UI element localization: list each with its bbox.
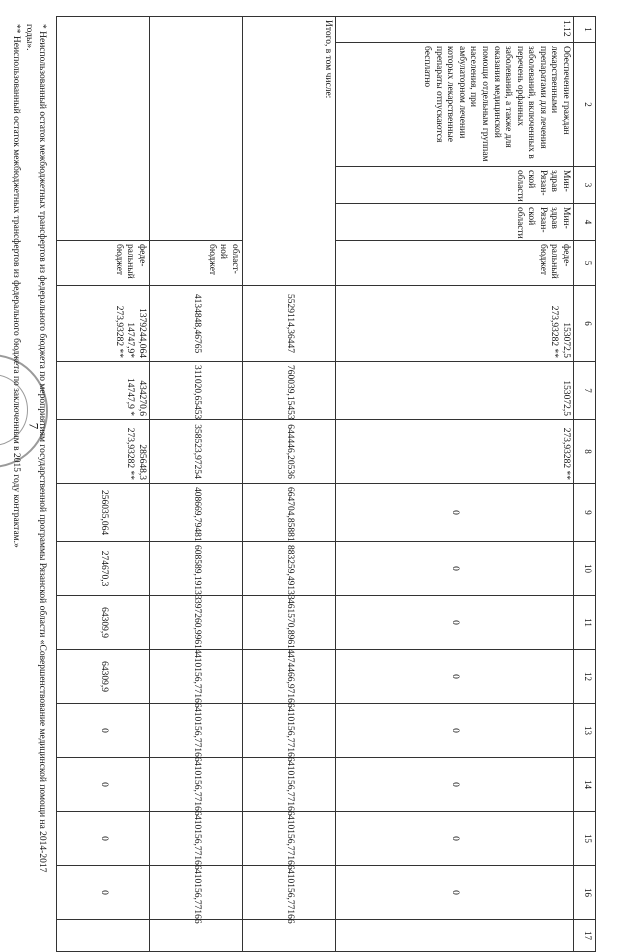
header-cell: 14	[574, 758, 596, 812]
value-cell: 644446,20536	[243, 420, 336, 484]
value-cell: 0	[336, 866, 574, 920]
value-cell: 1379244,064	[137, 308, 147, 358]
value-cell: 0	[57, 704, 150, 758]
total-label: Итого, в том числе:	[243, 17, 336, 286]
value-cell: 410156,77166	[150, 650, 243, 704]
value-cell	[243, 920, 336, 952]
table-row	[336, 17, 574, 952]
value-cell: 273,93282 **	[125, 427, 136, 480]
value-cell: 311020,65453	[150, 362, 243, 420]
value-cell	[336, 920, 574, 952]
value-cell: 256035,064	[57, 484, 150, 542]
header-cell: 2	[574, 43, 596, 167]
value-cell: 0	[57, 758, 150, 812]
table-row	[243, 17, 336, 952]
value-cell: 0	[336, 542, 574, 596]
value-cell: 358523,97254	[150, 420, 243, 484]
value-cell: 410156,77166	[243, 704, 336, 758]
footnote: ** Неиспользованный остаток межбюджетных трансфертов из федерального бюджета по заключенным в 2015 году контрактам.»	[11, 24, 22, 548]
value-cell: 397260,99614	[150, 596, 243, 650]
value-cell: 153072,5	[336, 362, 574, 420]
value-cell: 273,93282 **	[549, 305, 560, 358]
value-cell: 0	[336, 596, 574, 650]
header-cell: 15	[574, 812, 596, 866]
header-cell: 11	[574, 596, 596, 650]
coexecutor-cell: Мин-здрав Рязан-ской области	[336, 204, 574, 241]
header-cell: 6	[574, 286, 596, 362]
value-cell: 410156,77166	[243, 866, 336, 920]
value-cell: 883259,49133	[243, 542, 336, 596]
header-cell: 17	[574, 920, 596, 952]
value-cell	[57, 920, 150, 952]
value-cell: 410156,77166	[150, 812, 243, 866]
header-cell: 5	[574, 241, 596, 286]
value-cell: 0	[336, 704, 574, 758]
value-cell: 64309,9	[57, 596, 150, 650]
value-cell: 410156,77166	[150, 704, 243, 758]
budget-source: феде-ральный бюджет	[57, 241, 150, 286]
value-cell	[150, 920, 243, 952]
value-cell: 0	[336, 650, 574, 704]
header-cell: 12	[574, 650, 596, 704]
header-cell: 9	[574, 484, 596, 542]
value-cell: 285648,3	[137, 444, 147, 480]
value-cell: 410156,77166	[243, 812, 336, 866]
value-cell: 410156,77166	[243, 758, 336, 812]
value-cell: 273,93282 **	[113, 305, 124, 358]
value-cell: 0	[336, 758, 574, 812]
value-cell: 410156,77166	[150, 758, 243, 812]
executor-cell: Мин-здрав Рязан-ской области	[336, 167, 574, 204]
value-cell: 0	[336, 484, 574, 542]
value-cell: 0	[57, 866, 150, 920]
value-cell: 64309,9	[57, 650, 150, 704]
value-cell: 760039,15453	[243, 362, 336, 420]
value-cell: 461570,89614	[243, 596, 336, 650]
value-cell: 0	[57, 812, 150, 866]
value-cell: 14747,9 *	[125, 378, 136, 416]
rotated-page	[11, 16, 596, 940]
budget-source: област-ной бюджет	[150, 241, 243, 286]
value-cell: 0	[336, 812, 574, 866]
row-number: 1.12	[336, 17, 574, 43]
page-number: 7	[26, 422, 42, 430]
value-cell: 664704,85881	[243, 484, 336, 542]
header-cell: 7	[574, 362, 596, 420]
value-cell: 153072,5	[561, 322, 571, 358]
value-cell: 14747,9*	[125, 322, 136, 358]
header-cell: 10	[574, 542, 596, 596]
value-cell: 408669,79481	[150, 484, 243, 542]
value-cell: 274670,3	[57, 542, 150, 596]
value-cell: 5529114,36447	[243, 286, 336, 362]
header-cell: 4	[574, 204, 596, 241]
budget-source: феде-ральный бюджет	[336, 241, 574, 286]
measure-name: Обеспечение граждан лекарственными препаратами для лечения заболеваний, включенных в перечень орфанных заболеваний, а также для оказания медицинской помощи отдельным группам населения, при амбулаторном лечении которых лекарственные препараты отпускаются бесплатно	[336, 43, 574, 167]
table-row	[150, 17, 243, 952]
value-cell: 273,93282 **	[336, 420, 574, 484]
footnote: * Неиспользованный остаток межбюджетных трансфертов из федерального бюджета по мероприятиям государственной программы Рязанской области «Совершенствование медицинской помощи на 2014-2017 годы».	[24, 24, 47, 873]
header-cell: 8	[574, 420, 596, 484]
header-cell: 16	[574, 866, 596, 920]
value-cell: 434270,6	[137, 380, 147, 416]
header-cell: 1	[574, 17, 596, 43]
header-cell: 3	[574, 167, 596, 204]
value-cell: 608589,19133	[150, 542, 243, 596]
value-cell: 4134848,46765	[150, 286, 243, 362]
value-cell: 410156,77166	[150, 866, 243, 920]
table-row	[57, 17, 150, 952]
value-cell: 474466,97166	[243, 650, 336, 704]
header-cell: 13	[574, 704, 596, 758]
budget-table	[56, 16, 596, 952]
header-row	[574, 17, 596, 952]
